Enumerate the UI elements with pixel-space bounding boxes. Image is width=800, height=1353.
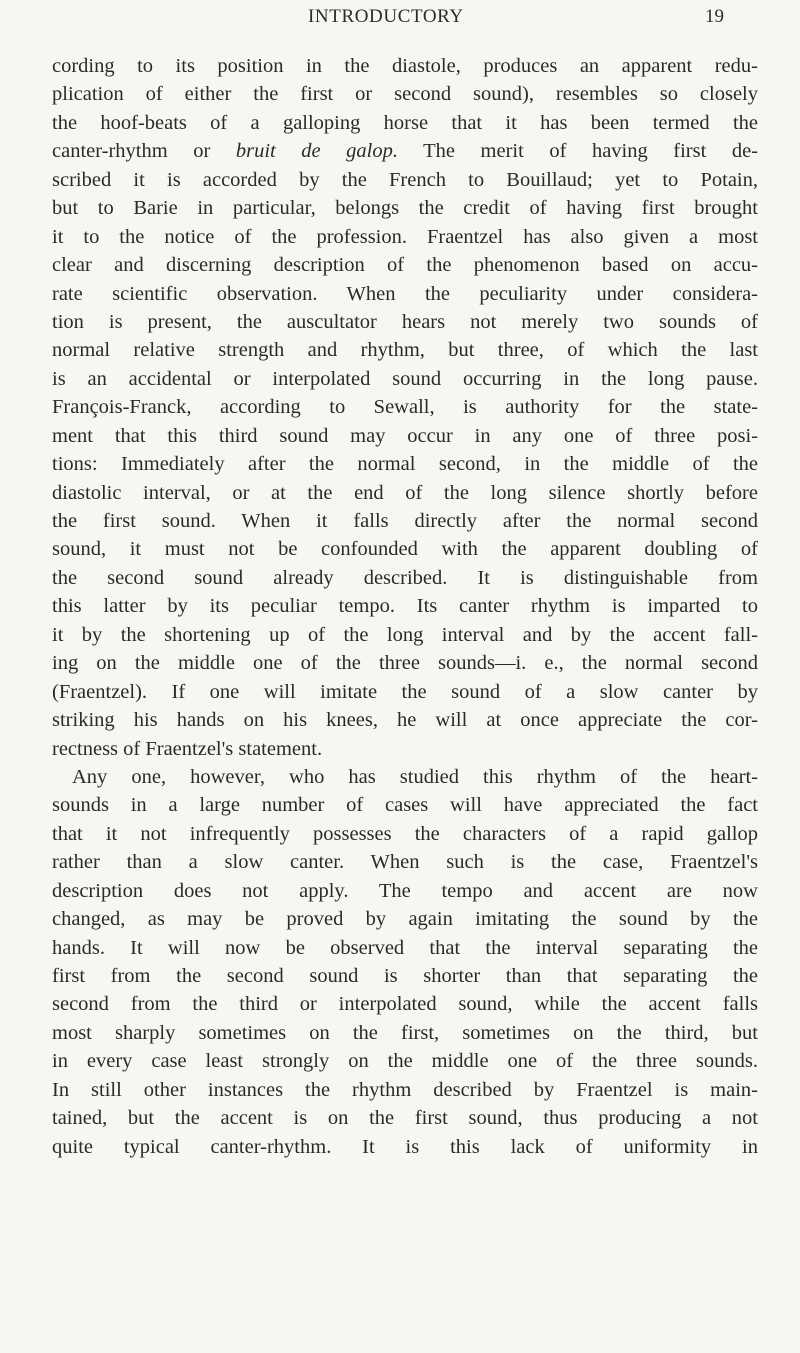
text-line: the hoof-beats of a galloping horse that it has been termed the (52, 111, 758, 134)
text-line: sound, it must not be confounded with the apparent doubling of (52, 538, 758, 561)
page-number: 19 (705, 6, 724, 27)
text-line: cording to its position in the diastole, produces an apparent redu- (52, 55, 758, 77)
text-run: The merit of having first de- (397, 140, 758, 163)
text-line: scribed it is accorded by the French to Bouillaud; yet to Potain, (52, 168, 758, 191)
text-line: but to Barie in particular, belongs the credit of having first brought (52, 197, 758, 220)
text-line: diastolic interval, or at the end of the long silence shortly before (52, 481, 758, 504)
text-line (52, 137, 758, 165)
running-head (0, 6, 800, 36)
text-line: (Fraentzel). If one will imitate the sound of a slow canter by (52, 680, 758, 703)
text-line: hands. It will now be observed that the interval separating the (52, 936, 758, 959)
text-line: tion is present, the auscultator hears not merely two sounds of (52, 310, 758, 333)
text-line: quite typical canter-rhythm. It is this lack of uniformity in (52, 1135, 758, 1158)
text-line: rather than a slow canter. When such is the case, Fraentzel's (52, 851, 758, 874)
text-line: this latter by its peculiar tempo. Its canter rhythm is imparted to (52, 595, 758, 618)
text-line: changed, as may be proved by again imitating the sound by the (52, 908, 758, 931)
text-line: is an accidental or interpolated sound occurring in the long pause. (52, 367, 758, 390)
text-line: sounds in a large number of cases will have appreciated the fact (52, 794, 758, 817)
text-line: striking his hands on his knees, he will at once appreciate the cor- (52, 709, 758, 732)
body-text (52, 52, 758, 1161)
text-line: clear and discerning description of the phenomenon based on accu- (52, 254, 758, 277)
paragraph-1 (52, 52, 758, 763)
italic-term: bruit de galop. (235, 140, 398, 163)
text-line: it to the notice of the profession. Fraentzel has also given a most (52, 225, 758, 248)
text-line: in every case least strongly on the middle one of the three sounds. (52, 1050, 758, 1073)
text-line: the second sound already described. It is distinguishable from (52, 566, 758, 589)
text-line: second from the third or interpolated sound, while the accent falls (52, 993, 758, 1016)
text-line: In still other instances the rhythm described by Fraentzel is main- (52, 1078, 758, 1101)
text-line: normal relative strength and rhythm, but three, of which the last (52, 339, 758, 362)
text-line: ment that this third sound may occur in any one of three posi- (52, 424, 758, 447)
text-line: Any one, however, who has studied this rhythm of the heart- (72, 765, 758, 788)
text-line: first from the second sound is shorter than that separating the (52, 965, 758, 987)
text-line: description does not apply. The tempo and accent are now (52, 879, 758, 902)
text-run: canter-rhythm or (52, 140, 236, 163)
text-line: plication of either the first or second sound), resembles so closely (52, 83, 758, 106)
text-line: François-Franck, according to Sewall, is authority for the state- (52, 396, 758, 419)
text-line: it by the shortening up of the long interval and by the accent fall- (52, 623, 758, 646)
text-line: the first sound. When it falls directly after the normal second (52, 510, 758, 532)
text-line: tained, but the accent is on the first sound, thus producing a not (52, 1107, 758, 1130)
text-line: most sharply sometimes on the first, sometimes on the third, but (52, 1021, 758, 1044)
paragraph-2 (52, 763, 758, 1161)
text-line: rectness of Fraentzel's statement. (52, 737, 323, 760)
text-line: ing on the middle one of the three sounds—i. e., the normal second (52, 652, 758, 675)
text-line: that it not infrequently possesses the characters of a rapid gallop (52, 822, 758, 845)
text-line: tions: Immediately after the normal second, in the middle of the (52, 453, 758, 476)
running-title: INTRODUCTORY (308, 6, 464, 27)
text-line: rate scientific observation. When the peculiarity under considera- (52, 282, 758, 305)
